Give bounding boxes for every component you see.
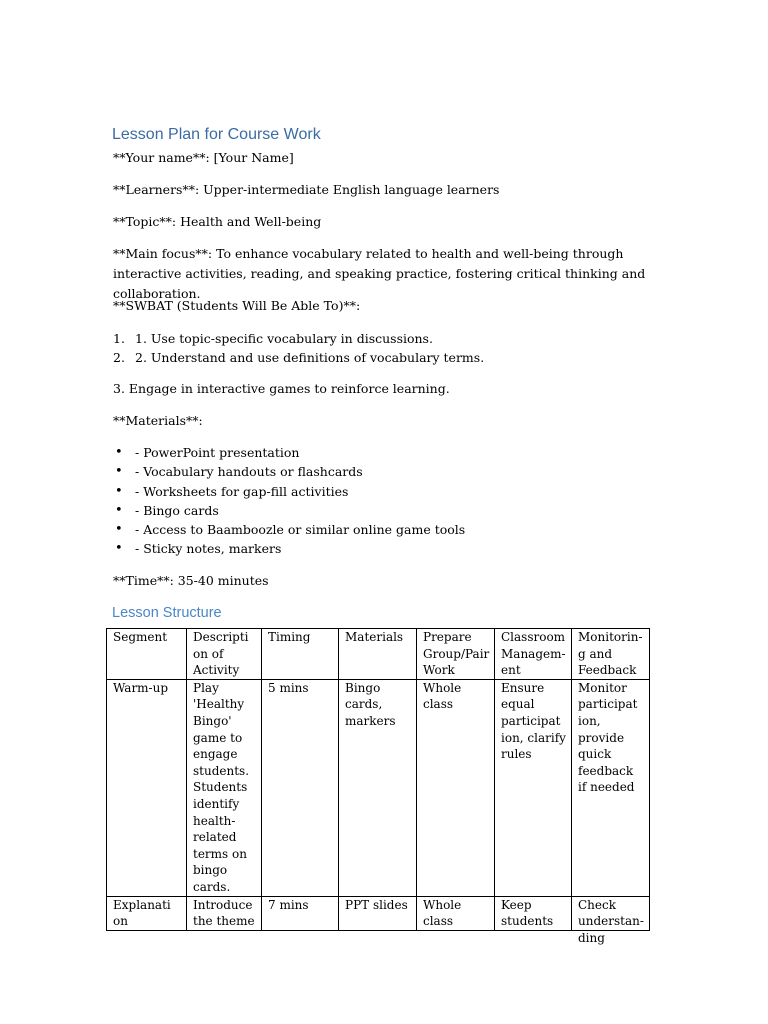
- list-item: [113, 443, 465, 462]
- time-field: **Time**: 35-40 minutes: [113, 573, 269, 588]
- table-cell: [495, 896, 572, 930]
- bullet-icon: •: [115, 445, 123, 460]
- list-item-text: - Sticky notes, markers: [135, 541, 282, 557]
- list-number: 1.: [113, 331, 125, 346]
- table-cell: [417, 896, 495, 930]
- learners-field: **Learners**: Upper-intermediate English language learners: [113, 182, 500, 197]
- table-cell-text: Check understanding: [578, 897, 644, 945]
- swbat-list: [113, 329, 484, 368]
- list-item-text: - Access to Baamboozle or similar online game tools: [135, 522, 466, 538]
- swbat-item-3: 3. Engage in interactive games to reinforce learning.: [113, 381, 450, 396]
- table-header-cell: Classroom Management: [495, 629, 572, 680]
- table-header-cell: Segment: [107, 629, 187, 680]
- table-cell: [187, 896, 262, 930]
- list-number: 2.: [113, 350, 125, 366]
- list-item: [113, 348, 484, 367]
- table-cell: [262, 896, 339, 930]
- document-title: Lesson Plan for Course Work: [112, 126, 321, 143]
- table-cell: 5 mins: [262, 679, 339, 896]
- list-item-text: - Vocabulary handouts or flashcards: [135, 464, 363, 480]
- materials-list: [113, 443, 465, 559]
- topic-field: **Topic**: Health and Well-being: [113, 214, 322, 229]
- table-cell: Bingo cards, markers: [339, 679, 417, 896]
- section-heading: Lesson Structure: [112, 605, 222, 621]
- list-item: [113, 482, 465, 501]
- main-focus-field: **Main focus**: To enhance vocabulary related to health and well-being through interactive activities, reading, and speaking practice, fostering critical thinking and collaboration.: [113, 246, 646, 301]
- table-cell: Whole class: [417, 679, 495, 896]
- list-item-text: - Worksheets for gap-fill activities: [135, 483, 349, 499]
- table-cell: [107, 896, 187, 930]
- table-cell-text: Explanation: [113, 897, 171, 929]
- bullet-icon: •: [115, 522, 123, 538]
- bullet-icon: •: [115, 464, 123, 480]
- your-name-field: **Your name**: [Your Name]: [113, 150, 294, 165]
- table-header-cell: Prepare Group/Pair Work: [417, 629, 495, 680]
- bullet-icon: •: [115, 541, 123, 557]
- table-cell-text: PPT slides: [345, 897, 408, 912]
- swbat-heading: **SWBAT (Students Will Be Able To)**:: [113, 298, 361, 313]
- table-cell-text: Introduce the theme: [193, 897, 255, 929]
- table-cell: [572, 896, 650, 945]
- table-header-cell: Description of Activity: [187, 629, 262, 680]
- list-item-text: 2. Understand and use definitions of vocabulary terms.: [135, 350, 485, 366]
- list-item: [113, 462, 465, 481]
- list-item: [113, 520, 465, 539]
- table-header-cell: Materials: [339, 629, 417, 680]
- list-item: [113, 539, 465, 558]
- lesson-structure-table: [106, 628, 650, 945]
- list-item: [113, 329, 484, 348]
- table-cell: Ensure equal participation, clarify rules: [495, 679, 572, 896]
- table-cell-text: Keep students: [501, 897, 554, 929]
- table-cell: Monitor participation, provide quick feedback if needed: [572, 679, 650, 896]
- table-cell-text: 7 mins: [268, 897, 309, 912]
- table-cell-text: Whole class: [423, 897, 462, 929]
- table-header-row: [107, 629, 650, 680]
- table-header-cell: Timing: [262, 629, 339, 680]
- table-cell: Warm-up: [107, 679, 187, 896]
- bullet-icon: •: [115, 483, 123, 499]
- bullet-icon: •: [115, 502, 123, 518]
- materials-heading: **Materials**:: [113, 413, 203, 428]
- table-row: [107, 679, 650, 896]
- table-row: [107, 896, 650, 930]
- table-cell: [339, 896, 417, 930]
- table-header-cell: Monitoring and Feedback: [572, 629, 650, 680]
- list-item-text: 1. Use topic-specific vocabulary in discussions.: [135, 331, 433, 346]
- list-item: [113, 501, 465, 520]
- list-item-text: - Bingo cards: [135, 502, 219, 518]
- list-item-text: - PowerPoint presentation: [135, 445, 300, 460]
- table-cell: Play 'Healthy Bingo' game to engage students. Students identify health-related terms on bingo cards.: [187, 679, 262, 896]
